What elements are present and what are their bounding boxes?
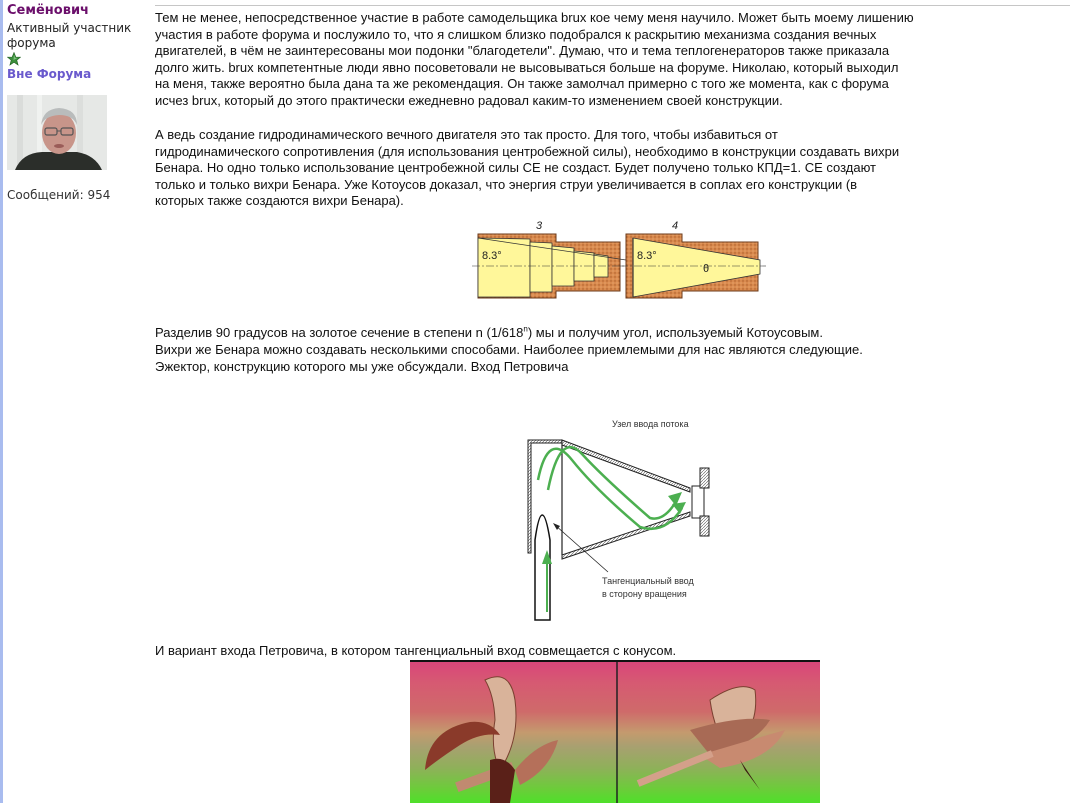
text-line: Тем не менее, непосредственное участие в работе самодельщика brux кое чему меня научило. Может быть моему лишению (155, 10, 914, 25)
online-status: Вне Форума (7, 67, 92, 81)
text-line: Бенара. Но одно только использование центробежной силы СЕ не создаст. Будет получено только КПД=1. СЕ создают (155, 160, 876, 175)
flow-input-diagram-image (520, 390, 720, 630)
post-paragraph-1 (155, 10, 1085, 109)
text-line (155, 324, 1085, 341)
text-line: А ведь создание гидродинамического вечного двигателя это так просто. Для того, чтобы избавиться от (155, 127, 778, 142)
posts-label: Сообщений: (7, 188, 84, 202)
superscript: n (523, 324, 528, 334)
text-line: которых также создаются вихри Бенара). (155, 193, 404, 208)
text-line: только и только вихри Бенара. Уже Котоусов доказал, что энергия струи увеличивается в соплах его конструкции (в (155, 176, 858, 192)
post-count (7, 187, 147, 203)
avatar[interactable] (7, 95, 107, 170)
username-link[interactable]: Семёнович (7, 3, 89, 18)
green-star-icon (7, 52, 147, 66)
text-line: на меня, также вероятно была дана та же рекомендация. Он также замолчал примерно с того же момента, как с форума (155, 76, 889, 91)
post-paragraph-4 (155, 643, 1085, 660)
diagram-title: Узел ввода потока (612, 419, 689, 429)
text-line: гидродинамического сопротивления (для использования центробежной силы), необходимо в конструкции создавать вихри (155, 143, 900, 159)
diagram-caption-line1: Тангенциальный ввод (602, 576, 694, 586)
nozzle-diagram-image (470, 216, 770, 302)
post-paragraph-3 (155, 324, 1085, 375)
posts-value: 954 (87, 188, 111, 202)
text-line: Эжектор, конструкцию которого мы уже обсуждали. Вход Петровича (155, 359, 569, 374)
angle-label-right: 8.3° (637, 250, 657, 262)
text-segment: ) мы и получим угол, используемый Котоусовым. (527, 325, 823, 340)
text-segment: Разделив 90 градусов на золотое сечение в степени n (1/618 (155, 325, 524, 340)
theta-label: θ (703, 263, 710, 275)
figure-label-4: 4 (672, 220, 679, 232)
text-line: долго жить. brux компетентные люди явно посоветовали не высовываться больше на форуме. Николаю, который выходил (155, 59, 899, 75)
left-border (0, 0, 3, 803)
petrovich-input-photo (410, 662, 820, 803)
text-line: исчез brux, который до этого практически ежедневно радовал каким-то изменением своей конструкции. (155, 92, 783, 108)
text-line: участия в работе форума и послужило то, что я слишком близко подобрался к раскрытию механизма создания вечных (155, 26, 877, 42)
text-line: двигателей, в чём не заинтересованы мои подонки "благодетели". Думаю, что и тема теплогенераторов также приказала (155, 43, 890, 58)
angle-label-left: 8.3° (482, 250, 502, 262)
post-paragraph-2 (155, 127, 1085, 210)
post-divider (155, 5, 1070, 6)
text-line: И вариант входа Петровича, в котором тангенциальный вход совмещается с конусом. (155, 643, 677, 658)
figure-label-3: 3 (536, 220, 543, 232)
text-line: Вихри же Бенара можно создавать несколькими способами. Наиболее приемлемыми для нас являются следующие. (155, 342, 863, 357)
diagram-caption-line2: в сторону вращения (602, 589, 687, 599)
user-profile (7, 3, 147, 203)
user-rank: Активный участник форума (7, 21, 132, 50)
